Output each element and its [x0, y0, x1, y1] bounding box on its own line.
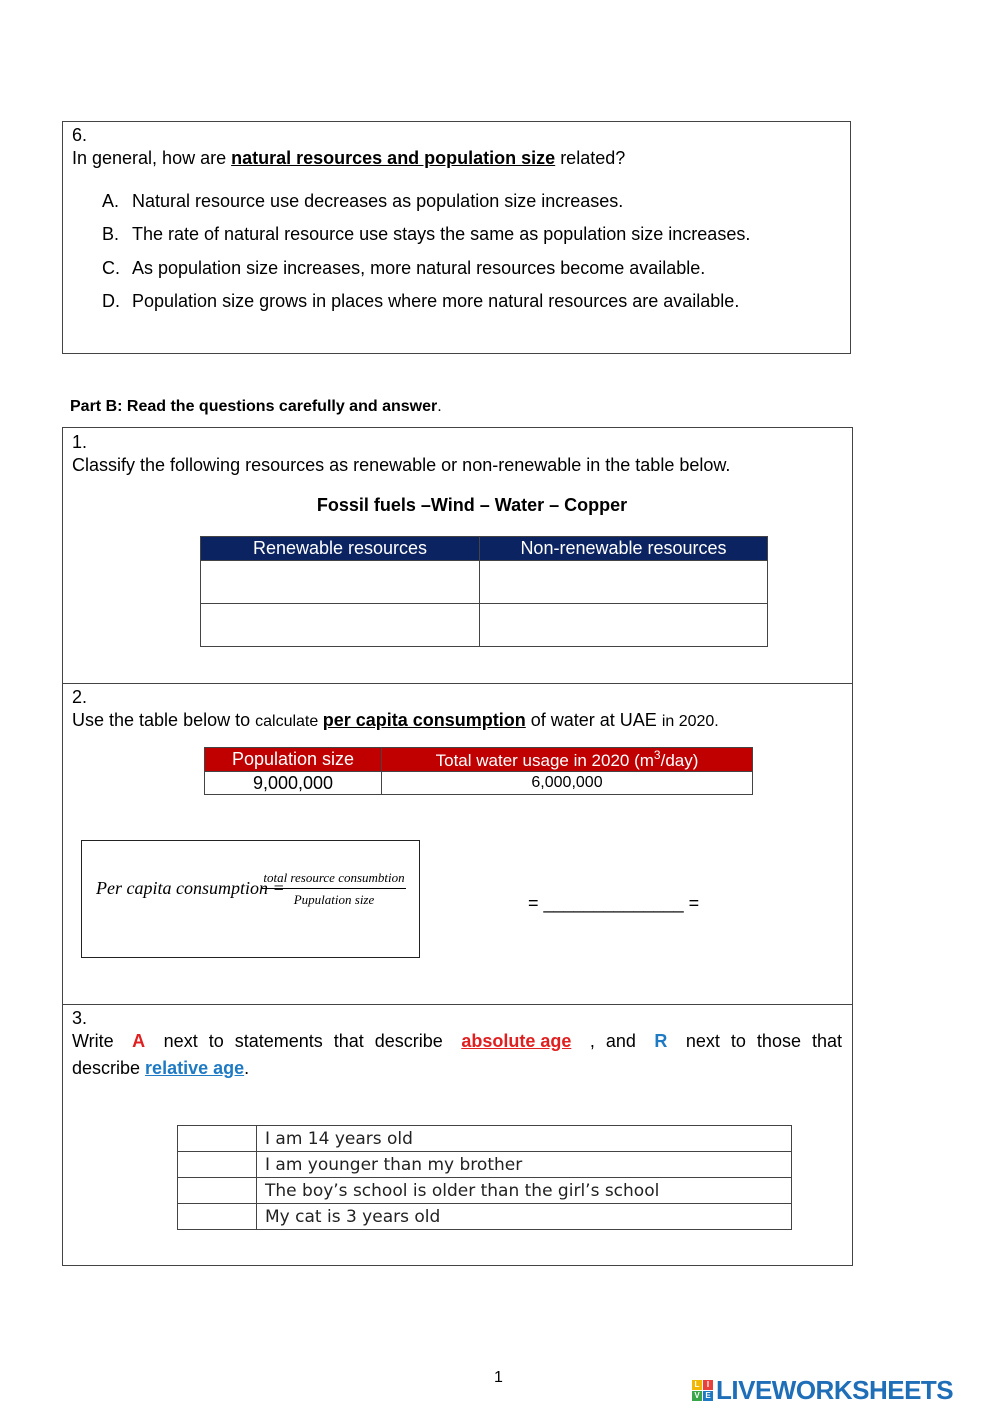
q2-text-c: of water at UAE: [525, 710, 662, 730]
logo-text: LIVEWORKSHEETS: [716, 1375, 954, 1405]
answer-cell[interactable]: [178, 1126, 257, 1152]
formula-fraction: [262, 868, 406, 911]
q3-w2: next to statements that describe: [163, 1031, 443, 1051]
renewable-cell[interactable]: [201, 561, 480, 604]
q2-text-d: in 2020.: [661, 713, 719, 730]
q3-line1: [72, 1030, 842, 1052]
option-letter: B.: [102, 224, 120, 244]
statement: I am younger than my brother: [257, 1152, 792, 1178]
q6-option-d[interactable]: [102, 290, 739, 312]
q1-resources: Fossil fuels –Wind – Water – Copper: [316, 495, 628, 515]
answer-cell[interactable]: [178, 1178, 257, 1204]
q6-option-b[interactable]: [102, 223, 750, 245]
q3-number: 3.: [72, 1008, 88, 1028]
divider: [62, 683, 853, 684]
logo-badge-e: E: [703, 1391, 713, 1401]
part-b-title: [70, 396, 442, 418]
q6-option-c[interactable]: [102, 257, 705, 279]
population-value: 9,000,000: [205, 772, 382, 795]
population-size-header: Population size: [205, 748, 382, 772]
water-usage-header-a: Total water usage in 2020 (m: [435, 751, 654, 770]
renewable-cell[interactable]: [201, 604, 480, 647]
option-text: The rate of natural resource use stays the same as population size increases.: [132, 224, 751, 244]
non-renewable-cell[interactable]: [480, 604, 768, 647]
answer-cell[interactable]: [178, 1152, 257, 1178]
q6-stem: [72, 147, 625, 169]
option-text: As population size increases, more natural resources become available.: [132, 258, 706, 278]
q6-stem-before: In general, how are: [72, 148, 232, 168]
non-renewable-cell[interactable]: [480, 561, 768, 604]
statement: My cat is 3 years old: [257, 1204, 792, 1230]
q3-w6: .: [244, 1058, 250, 1078]
water-usage-value: 6,000,000: [382, 772, 753, 795]
q6-stem-emph: natural resources and population size: [231, 148, 556, 168]
water-usage-header-b: /day): [660, 751, 699, 770]
q2-instruction: [72, 709, 719, 733]
formula-denominator: Pupulation size: [293, 892, 375, 907]
renewable-header: Renewable resources: [201, 537, 480, 561]
answer-blank[interactable]: = ______________ =: [528, 893, 700, 913]
logo-badge-v: V: [692, 1391, 702, 1401]
liveworksheets-logo: [692, 1375, 953, 1406]
q3-w5: describe: [72, 1058, 146, 1078]
letter-a: A: [132, 1031, 146, 1051]
option-letter: A.: [102, 191, 120, 211]
q3-w1: Write: [72, 1031, 114, 1051]
divider: [62, 1004, 853, 1005]
logo-badge-icon: [692, 1380, 713, 1401]
option-text: Natural resource use decreases as population size increases.: [132, 191, 624, 211]
water-usage-table: [204, 747, 753, 795]
age-statements-table: [177, 1125, 792, 1230]
q2-text-b: calculate: [255, 713, 323, 730]
formula-lhs: Per capita consumption =: [96, 878, 285, 898]
relative-age: relative age: [145, 1058, 245, 1078]
page-number: 1: [494, 1369, 503, 1386]
non-renewable-header: Non-renewable resources: [480, 537, 768, 561]
option-text: Population size grows in places where more natural resources are available.: [132, 291, 740, 311]
letter-r: R: [654, 1031, 668, 1051]
q6-stem-after: related?: [555, 148, 626, 168]
q3-line2: [72, 1057, 249, 1079]
part-b-title-bold: Part B: Read the questions carefully and answer: [70, 398, 438, 415]
q2-number: 2.: [72, 687, 88, 707]
q1-instruction: Classify the following resources as renewable or non-renewable in the table below.: [72, 455, 731, 475]
logo-badge-l: L: [692, 1380, 702, 1390]
formula-numerator: total resource consumbtion: [262, 868, 406, 889]
classification-table: [200, 536, 768, 647]
water-usage-header: [382, 748, 753, 772]
statement: I am 14 years old: [257, 1126, 792, 1152]
water-usage-header-sup: 3: [653, 748, 661, 762]
logo-badge-i: I: [703, 1380, 713, 1390]
q1-number: 1.: [72, 432, 88, 452]
q2-text-a: Use the table below to: [72, 710, 256, 730]
absolute-age: absolute age: [461, 1031, 572, 1051]
option-letter: D.: [102, 291, 120, 311]
statement: The boy’s school is older than the girl’s school: [257, 1178, 792, 1204]
part-b-title-end: .: [437, 398, 442, 415]
option-letter: C.: [102, 258, 120, 278]
q6-option-a[interactable]: [102, 190, 623, 212]
q2-text-emph: per capita consumption: [322, 710, 526, 730]
q3-w4: next to those that: [685, 1031, 842, 1051]
answer-cell[interactable]: [178, 1204, 257, 1230]
q3-w3: , and: [589, 1031, 636, 1051]
q6-number: 6.: [72, 125, 88, 145]
